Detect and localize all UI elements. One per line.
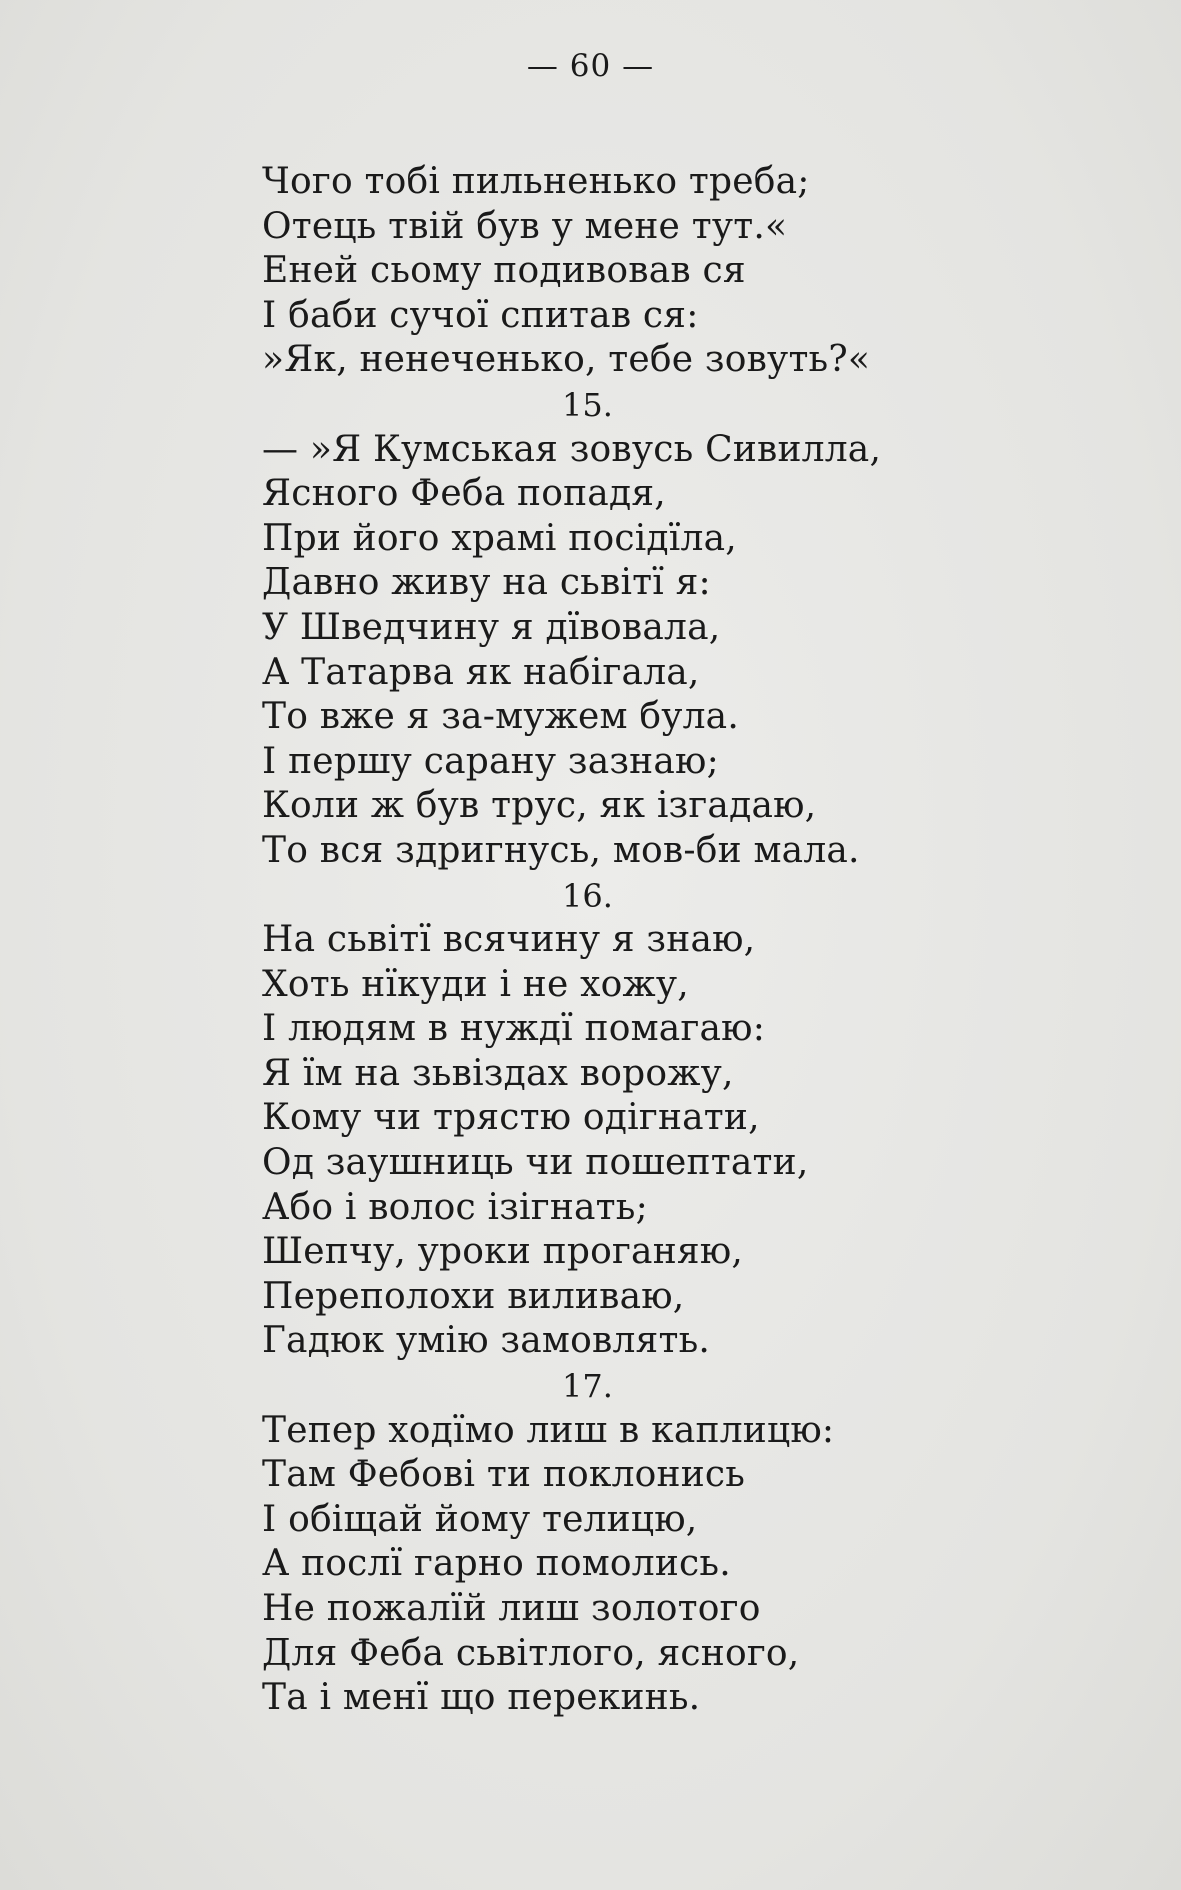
stanza-number: 15. <box>562 385 613 424</box>
verse-line: І першу сарану зазнаю; <box>262 740 719 782</box>
verse-line: — »Я Кумськая зовусь Сивилла, <box>262 428 882 470</box>
verse-line: Або і волос ізігнать; <box>262 1186 648 1228</box>
verse-line: То вся здригнусь, мов-би мала. <box>262 829 860 871</box>
verse-line: І обіщай йому телицю, <box>262 1498 698 1540</box>
verse-line: Для Феба сьвітлого, ясного, <box>262 1632 800 1674</box>
verse-line: Шепчу, уроки проганяю, <box>262 1231 744 1273</box>
stanza-continuation <box>262 160 1062 383</box>
verse-line: Еней сьому подивовав ся <box>262 250 746 292</box>
verse-line: Кому чи трястю одігнати, <box>262 1097 760 1139</box>
verse-line: Тепер ходїмо лиш в каплицю: <box>262 1409 835 1451</box>
verse-line: Та і менї що перекинь. <box>262 1677 701 1719</box>
verse-line: У Шведчину я дївовала, <box>262 606 721 648</box>
verse-line: При його храмі посідїла, <box>262 517 737 559</box>
verse-line: І людям в нуждї помагаю: <box>262 1008 766 1050</box>
verse-line: Чого тобі пильненько треба; <box>262 161 810 202</box>
verse-line: Там Фебові ти поклонись <box>262 1454 746 1496</box>
stanza-15 <box>262 383 1062 874</box>
verse-line: А послї гарно помолись. <box>262 1543 731 1585</box>
verse-line: »Як, ненеченько, тебе зовуть?« <box>262 339 871 381</box>
stanza-number: 17. <box>562 1367 613 1406</box>
verse-line: Ясного Феба попадя, <box>262 473 666 515</box>
poem-text <box>262 160 1062 1721</box>
verse-line: То вже я за-мужем була. <box>262 696 739 738</box>
verse-line: Хоть нїкуди і не хожу, <box>262 963 689 1005</box>
verse-line: Переполохи виливаю, <box>262 1275 685 1317</box>
verse-line: І баби сучої спитав ся: <box>262 294 699 336</box>
stanza-number: 16. <box>562 876 613 915</box>
verse-line: А Татарва як набігала, <box>262 651 700 693</box>
verse-line: На сьвітї всячину я знаю, <box>262 919 756 961</box>
verse-line: Давно живу на сьвітї я: <box>262 562 711 604</box>
stanza-16 <box>262 874 1062 1365</box>
verse-line: Не пожалїй лиш золотого <box>262 1588 761 1629</box>
page-number: — 60 — <box>526 48 655 84</box>
stanza-17 <box>262 1364 1062 1721</box>
verse-line: Я їм на зьвіздах ворожу, <box>262 1052 734 1094</box>
verse-line: Од заушниць чи пошептати, <box>262 1142 809 1184</box>
verse-line: Коли ж був трус, як ізгадаю, <box>262 785 817 827</box>
verse-line: Гадюк умію замовлять. <box>262 1320 711 1362</box>
verse-line: Отець твій був у мене тут.« <box>262 205 788 247</box>
